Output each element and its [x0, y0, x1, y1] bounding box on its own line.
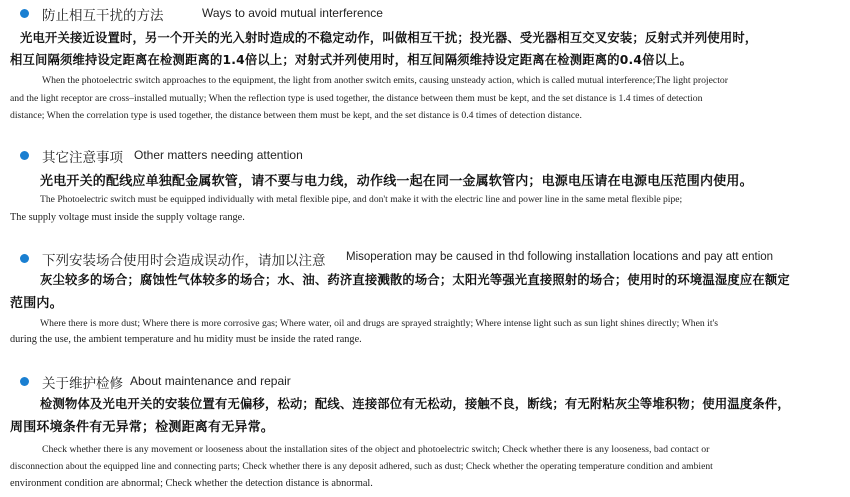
body-cn-line: 灰尘较多的场合；腐蚀性气体较多的场合；水、油、药济直接溅散的场合；太阳光等强光直接照射的场合；使用时的环境温湿度应在额定 — [40, 273, 790, 287]
heading-en: Ways to avoid mutual interference — [202, 6, 383, 20]
body-en-line: disconnection about the equipped line and connecting parts; Check whether there is any deposit adhered, such as dust; Check whether the operating temperature condition and ambient — [10, 461, 713, 472]
heading-cn: 关于维护检修 — [42, 376, 123, 392]
body-cn-line: 检测物体及光电开关的安装位置有无偏移，松动；配线、连接部位有无松动，接触不良，断线；有无附粘灰尘等堆积物；使用温度条件， — [40, 397, 790, 411]
body-en-line: The Photoelectric switch must be equipped individually with metal flexible pipe, and don't make it with the electric line and power line in the same metal flexible pipe; — [40, 194, 683, 205]
heading-en: About maintenance and repair — [130, 374, 291, 388]
body-en-line: environment condition are abnormal; Check whether the detection distance is abnormal. — [10, 478, 373, 489]
bullet-icon — [20, 254, 29, 263]
heading-en: Misoperation may be caused in thd following installation locations and pay att ention — [346, 251, 774, 263]
body-cn-line: 周围环境条件有无异常；检测距离有无异常。 — [10, 420, 275, 435]
body-en-line: Check whether there is any movement or looseness about the installation sites of the object and photoelectric switch; Check whether there is any looseness, bad contact or — [42, 444, 710, 455]
heading-en: Other matters needing attention — [134, 148, 303, 162]
heading-cn: 防止相互干扰的方法 — [42, 8, 164, 24]
body-en-line: The supply voltage must inside the supply voltage range. — [10, 212, 245, 223]
body-en-line: distance; When the correlation type is used together, the distance between them must be kept, and the set distance is 0.4 times of detection distance. — [10, 110, 582, 121]
body-en-line: and the light receptor are cross–installed mutually; When the reflection type is used together, the distance between them must be kept, and the set distance is 1.4 times of detection — [10, 93, 703, 104]
body-en-line: When the photoelectric switch approaches to the equipment, the light from another switch emits, causing unsteady action, which is called mutual interference;The light projector — [42, 75, 728, 86]
bullet-icon — [20, 9, 29, 18]
bullet-icon — [20, 151, 29, 160]
heading-cn: 下列安装场合使用时会造成误动作，请加以注意 — [42, 253, 326, 269]
body-cn-line: 光电开关接近设置时，另一个开关的光入射时造成的不稳定动作，叫做相互干扰；投光器、受光器相互交叉安装；反射式并列使用时， — [20, 31, 758, 45]
body-cn-line: 范围内。 — [10, 296, 63, 311]
body-en-line: Where there is more dust; Where there is more corrosive gas; Where water, oil and drugs are sprayed straightly; Where intense light such as sun light shines directly; When it's — [40, 318, 719, 329]
bullet-icon — [20, 377, 29, 386]
body-en-line: during the use, the ambient temperature and hu midity must be inside the rated range. — [10, 334, 362, 345]
heading-cn: 其它注意事项 — [42, 150, 123, 166]
body-cn-line: 光电开关的配线应单独配金属软管，请不要与电力线，动作线一起在同一金属软管内；电源电压请在电源电压范围内使用。 — [40, 174, 753, 189]
body-cn-line: 相互间隔须维持设定距离在检测距离的1.4倍以上；对射式并列使用时，相互间隔须维持设定距离在检测距离的0.4倍以上。 — [10, 53, 693, 67]
